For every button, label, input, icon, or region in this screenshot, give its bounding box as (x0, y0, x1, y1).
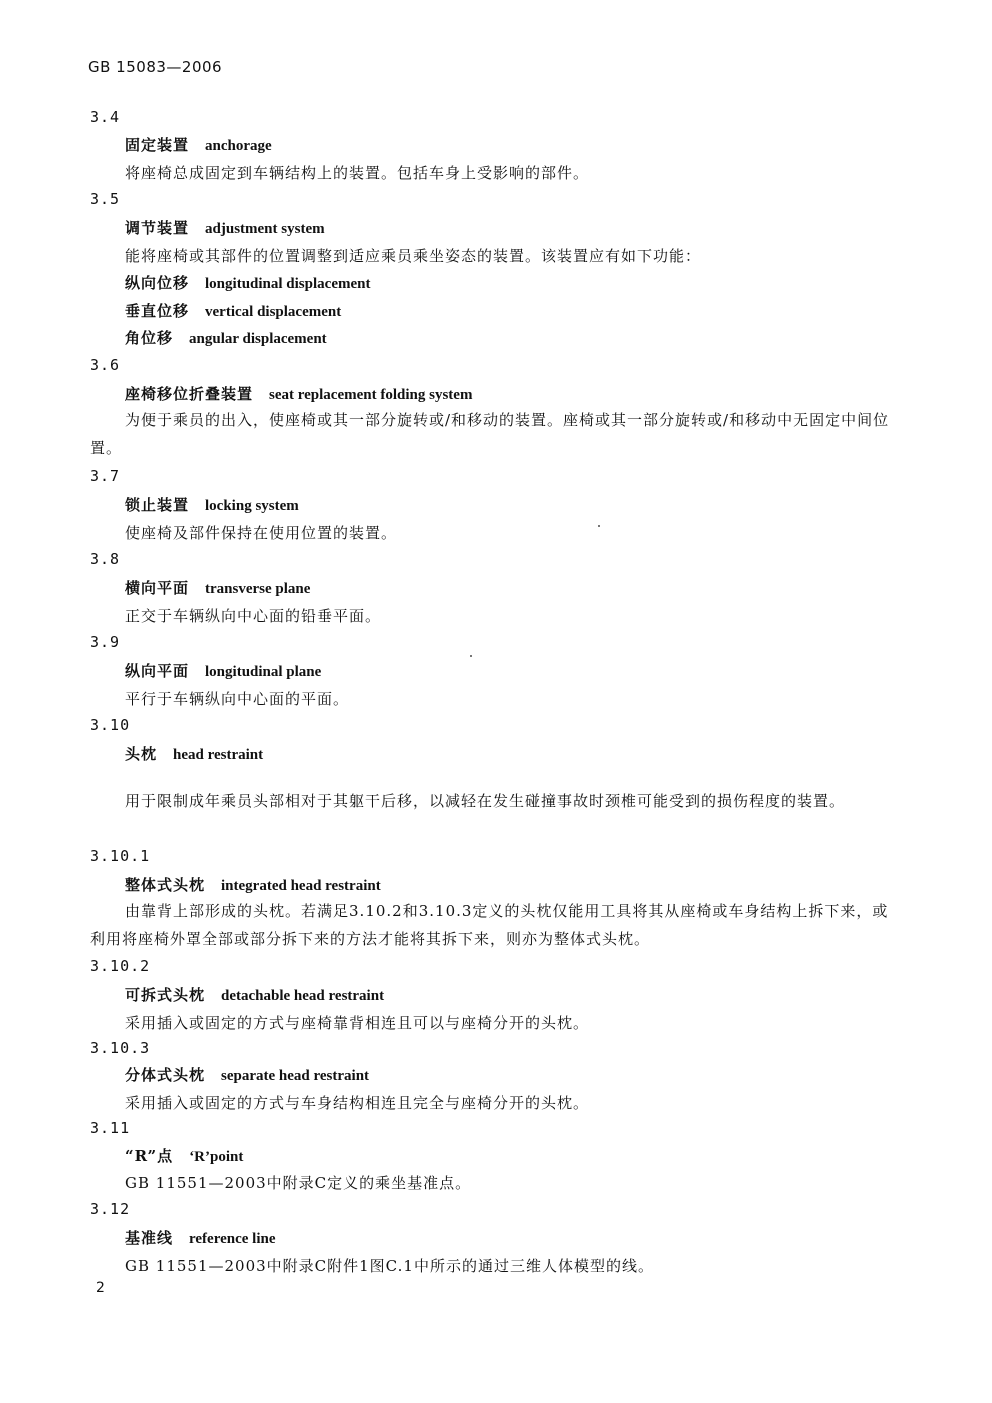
section-number: 3.12 (90, 1200, 131, 1218)
term-zh: 锁止装置 (125, 496, 190, 514)
term-en: longitudinal plane (205, 664, 322, 680)
term-en: locking system (205, 498, 299, 514)
term-zh: 纵向位移 (125, 274, 190, 292)
term-en: reference line (189, 1231, 276, 1247)
term-en: anchorage (205, 138, 272, 154)
function-item (125, 272, 370, 293)
scan-speck (598, 525, 600, 527)
term-zh: 横向平面 (125, 579, 190, 597)
term-heading (125, 383, 472, 404)
definition: 使座椅及部件保持在使用位置的装置。 (125, 524, 398, 542)
section-number: 3.10.3 (90, 1039, 151, 1057)
term-en: integrated head restraint (221, 878, 381, 894)
section-number: 3.8 (90, 550, 121, 568)
function-item (125, 300, 341, 321)
term-en: longitudinal displacement (205, 276, 371, 292)
term-zh: “R”点 (125, 1147, 174, 1165)
term-en: head restraint (173, 747, 264, 763)
definition: 采用插入或固定的方式与车身结构相连且完全与座椅分开的头枕。 (125, 1094, 590, 1112)
standard-number: GB 15083—2006 (88, 58, 223, 76)
section-number: 3.7 (90, 467, 121, 485)
term-heading (125, 874, 381, 895)
section-number: 3.10.2 (90, 957, 151, 975)
definition: GB 11551—2003中附录C附件1图C.1中所示的通过三维人体模型的线。 (125, 1257, 654, 1275)
definition: 正交于车辆纵向中心面的铅垂平面。 (125, 607, 382, 625)
section-number: 3.4 (90, 108, 121, 126)
term-heading (125, 743, 263, 764)
term-en: detachable head restraint (221, 988, 385, 1004)
page-number: 2 (96, 1280, 105, 1296)
term-en: ‘R’point (189, 1149, 244, 1165)
section-number: 3.5 (90, 190, 121, 208)
term-heading (125, 660, 321, 681)
section-number: 3.10.1 (90, 847, 151, 865)
term-en: transverse plane (205, 581, 311, 597)
term-zh: 整体式头枕 (125, 876, 206, 894)
definition: 平行于车辆纵向中心面的平面。 (125, 690, 350, 708)
definition: 用于限制成年乘员头部相对于其躯干后移，以减轻在发生碰撞事故时颈椎可能受到的损伤程度的装置。 (125, 792, 846, 810)
term-heading (125, 984, 384, 1005)
term-heading (125, 577, 310, 598)
term-zh: 分体式头枕 (125, 1066, 206, 1084)
section-number: 3.6 (90, 356, 121, 374)
term-heading (125, 134, 272, 155)
definition: 能将座椅或其部件的位置调整到适应乘员乘坐姿态的装置。该装置应有如下功能： (125, 247, 702, 265)
definition: GB 11551—2003中附录C定义的乘坐基准点。 (125, 1174, 472, 1192)
term-zh: 基准线 (125, 1229, 174, 1247)
section-number: 3.9 (90, 633, 121, 651)
term-zh: 角位移 (125, 329, 174, 347)
term-heading (125, 1145, 243, 1166)
definition: 采用插入或固定的方式与座椅靠背相连且可以与座椅分开的头枕。 (125, 1014, 590, 1032)
term-en: vertical displacement (205, 304, 342, 320)
function-item (125, 327, 327, 348)
definition: 由靠背上部形成的头枕。若满足3.10.2和3.10.3定义的头枕仅能用工具将其从座椅或车身结构上拆下来，或利用将座椅外罩全部或部分拆下来的方法才能将其拆下来，则亦为整体式头枕。 (90, 902, 889, 948)
term-en: angular displacement (189, 331, 327, 347)
term-zh: 头枕 (125, 745, 158, 763)
definition: 将座椅总成固定到车辆结构上的装置。包括车身上受影响的部件。 (125, 164, 590, 182)
term-zh: 调节装置 (125, 219, 190, 237)
term-zh: 垂直位移 (125, 302, 190, 320)
definition: 为便于乘员的出入，使座椅或其一部分旋转或/和移动的装置。座椅或其一部分旋转或/和移动中无固定中间位置。 (90, 411, 890, 457)
section-number: 3.10 (90, 716, 131, 734)
term-en: seat replacement folding system (269, 387, 473, 403)
term-zh: 座椅移位折叠装置 (125, 385, 254, 403)
scan-speck (470, 655, 472, 657)
term-zh: 纵向平面 (125, 662, 190, 680)
term-heading (125, 1227, 276, 1248)
term-heading (125, 217, 325, 238)
term-heading (125, 1064, 369, 1085)
term-en: separate head restraint (221, 1068, 370, 1084)
section-number: 3.11 (90, 1119, 131, 1137)
term-heading (125, 494, 299, 515)
term-zh: 固定装置 (125, 136, 190, 154)
term-zh: 可拆式头枕 (125, 986, 206, 1004)
term-en: adjustment system (205, 221, 325, 237)
